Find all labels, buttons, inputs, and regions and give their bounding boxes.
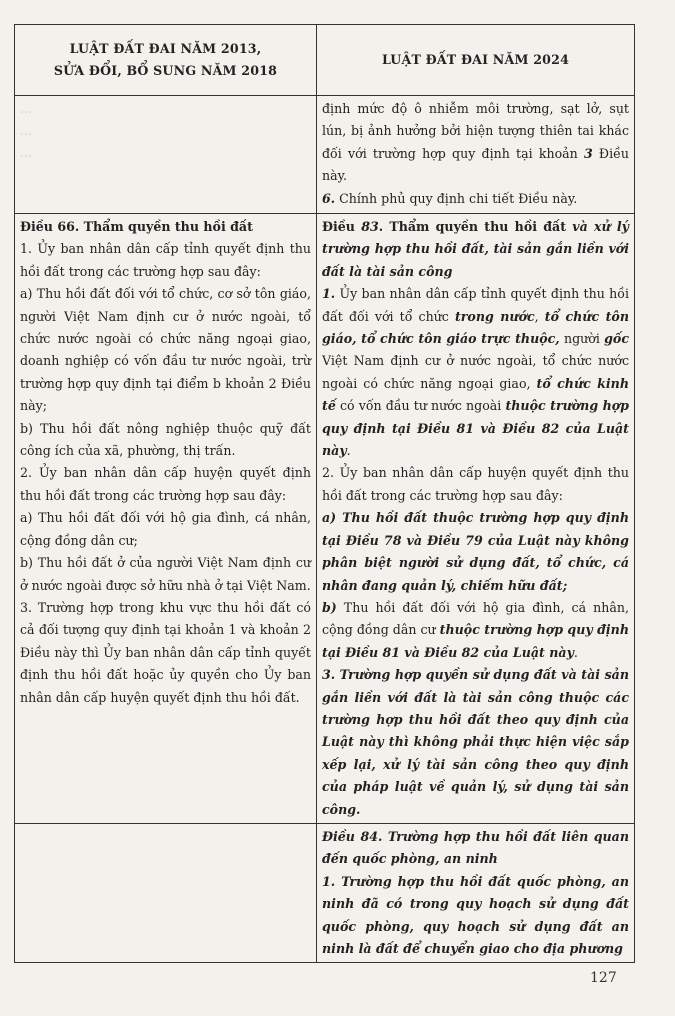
paragraph: 2. Ủy ban nhân dân cấp huyện quyết định thu hồi đất trong các trường hợp sau đây: [322,465,629,503]
text-span: Ủy ban nhân dân cấp tỉnh quyết định thu hồi đất đối với tổ chức [322,286,629,324]
row2-right-cell [317,214,635,824]
row3-left-cell [15,823,317,962]
text-span: người [559,331,605,347]
text-span: , [534,308,545,324]
text-span: Thu hồi đất đối với hộ gia đình, cá nhân, cộng đồng dân cư [322,599,629,638]
paragraph: 3. Trường hợp quyền sử dụng đất và tài sản gắn liền với đất là tài sản công thuộc các trường hợp thu hồi đất theo quy định của Luật này thì không phải thực hiện việc sắp xếp lại, xử lý tài sản công theo quy định của pháp luật về quản lý, sử dụng tài sản công. [322,667,629,817]
paragraph: a) Thu hồi đất đối với tổ chức, cơ sở tôn giáo, người Việt Nam định cư ở nước ngoài, tổ chức nước ngoài có chức năng ngoại giao, doanh nghiệp có vốn đầu tư nước ngoài, trừ trường hợp quy định tại điểm b khoản 2 Điều này; [20,286,311,414]
text-span: Điều [322,219,362,234]
text-span: 3 [583,145,593,161]
comparison-table [14,24,635,963]
text-span: và xử lý trường hợp thu hồi đất, tài sản gắn liền với đất là tài sản công [322,219,629,279]
row1-right-item6 [322,188,629,210]
text-span: . Thẩm quyền thu hồi đất [378,219,573,234]
text-span: 1. [322,286,336,302]
paragraph: b) Thu hồi đất nông nghiệp thuộc quỹ đất công ích của xã, phường, thị trấn. [20,420,311,459]
text-span: gốc [604,331,629,347]
text-span: Điều này. [322,145,629,184]
paragraph [322,283,629,462]
text-span: 83 [361,219,379,234]
paragraph: a) Thu hồi đất thuộc trường hợp quy định tại Điều 78 và Điều 79 của Luật này không phân biệt người sử dụng đất, tổ chức, cá nhân đang quản lý, chiếm hữu đất; [322,510,629,593]
row1-right-text [322,98,629,188]
paragraph: 1. Ủy ban nhân dân cấp tỉnh quyết định thu hồi đất trong các trường hợp sau đây: [20,241,311,279]
page-number: 127 [590,970,617,986]
text-span: Chính phủ quy định chi tiết Điều này. [335,190,578,206]
text-span: . [573,644,578,660]
header-right: LUẬT ĐẤT ĐAI NĂM 2024 [317,25,635,96]
table-row [15,823,635,962]
article-83-title [322,216,629,283]
paragraph [322,597,629,664]
text-span: . [346,443,351,459]
ghost-line: ... [20,102,32,116]
table-header-row [15,25,635,96]
header-left-line2: SỬA ĐỔI, BỔ SUNG NĂM 2018 [53,63,278,78]
table-row [15,96,635,214]
text-span: định mức độ ô nhiễm môi trường, sạt lở, sụt lún, bị ảnh hưởng bởi hiện tượng thiên tai khác đối với trường hợp quy định tại khoản [322,101,629,161]
text-span: b) [322,599,337,615]
row1-left-cell [15,96,317,214]
paragraph: 3. Trường hợp trong khu vực thu hồi đất có cả đối tượng quy định tại khoản 1 và khoản 2 Điều này thì Ủy ban nhân dân cấp tỉnh quyết định thu hồi đất hoặc ủy quyền cho Ủy ban nhân dân cấp huyện quyết định thu hồi đất. [20,599,311,705]
article-84-title: Điều 84. Trường hợp thu hồi đất liên quan đến quốc phòng, an ninh [322,828,629,867]
paragraph: 2. Ủy ban nhân dân cấp huyện quyết định thu hồi đất trong các trường hợp sau đây: [20,465,311,503]
row1-right-cell [317,96,635,214]
text-span: tổ chức kinh tế [322,375,629,414]
text-span: có vốn đầu tư nước ngoài [335,398,506,414]
article-66-title: Điều 66. Thẩm quyền thu hồi đất [20,219,253,234]
header-left [15,25,317,96]
paragraph: a) Thu hồi đất đối với hộ gia đình, cá nhân, cộng đồng dân cư; [20,510,311,548]
text-span: trong nước [454,308,535,324]
row2-left-cell [15,214,317,824]
row3-right-cell [317,823,635,962]
text-span: tổ chức tôn giáo, tổ chức tôn giáo trực thuộc, [322,308,629,347]
text-span: Việt Nam định cư ở nước ngoài, tổ chức nước ngoài có chức năng ngoại giao, [322,353,629,391]
ghost-line: ... [20,124,32,138]
ghost-line: ... [20,146,32,160]
text-span: thuộc trường hợp quy định tại Điều 81 và Điều 82 của Luật này [322,622,629,660]
text-span: 6. [322,190,336,206]
header-left-line1: LUẬT ĐẤT ĐAI NĂM 2013, [69,40,262,56]
text-span: thuộc trường hợp quy định tại Điều 81 và Điều 82 của Luật này [322,398,629,459]
paragraph: b) Thu hồi đất ở của người Việt Nam định cư ở nước ngoài được sở hữu nhà ở tại Việt Nam. [20,555,311,593]
table-row [15,214,635,824]
paragraph: 1. Trường hợp thu hồi đất quốc phòng, an ninh đã có trong quy hoạch sử dụng đất quốc phòng, quy hoạch sử dụng đất an ninh là đất để chuyển giao cho địa phương [322,873,629,956]
